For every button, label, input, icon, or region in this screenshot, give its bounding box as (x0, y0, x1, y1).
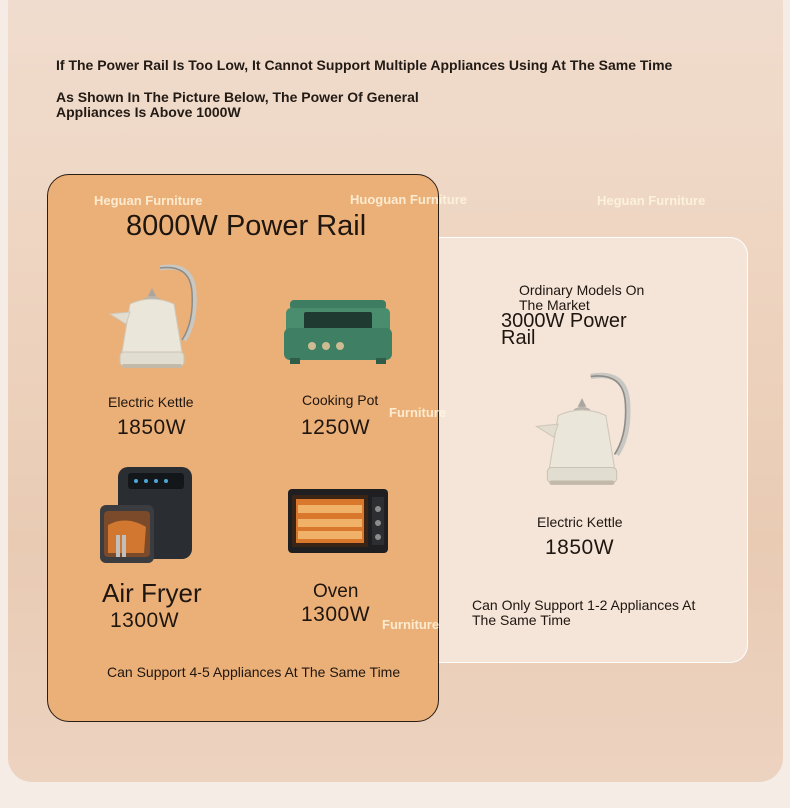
kettle-watts-left: 1850W (117, 416, 187, 439)
air-fryer-watts: 1300W (110, 609, 180, 632)
kettle-label-left: Electric Kettle (108, 394, 194, 410)
oven-image (288, 489, 388, 555)
right-panel-title: 3000W Power Rail (501, 310, 627, 349)
left-panel-title: 8000W Power Rail (126, 210, 367, 242)
oven-label: Oven (313, 581, 359, 602)
intro-text-1: If The Power Rail Is Too Low, It Cannot Support Multiple Appliances Using At The Same Time (56, 57, 673, 73)
electric-kettle-image (104, 262, 200, 382)
watermark: Furniture (389, 405, 447, 420)
right-panel-heading: Ordinary Models On The Market (519, 282, 645, 313)
watermark: Heguan Furniture (94, 193, 203, 208)
cooking-pot-image (282, 298, 394, 368)
oven-watts: 1300W (301, 603, 371, 626)
watermark: Huoguan Furniture (350, 192, 467, 207)
power-rail-8000w-card (47, 174, 439, 722)
air-fryer-image (98, 465, 196, 569)
right-support-text: Can Only Support 1-2 Appliances At The Same Time (472, 597, 696, 628)
kettle-watts-right: 1850W (545, 536, 615, 559)
intro-text-2: As Shown In The Picture Below, The Power Of General Appliances Is Above 1000W (56, 89, 419, 120)
watermark: Heguan Furniture (597, 193, 706, 208)
air-fryer-label: Air Fryer (102, 578, 202, 608)
watermark: Furniture (382, 617, 440, 632)
kettle-label-right: Electric Kettle (537, 514, 623, 530)
left-support-text: Can Support 4-5 Appliances At The Same Time (107, 664, 401, 680)
cooking-pot-watts: 1250W (301, 416, 371, 439)
electric-kettle-image-right (528, 370, 636, 500)
cooking-pot-label: Cooking Pot (302, 392, 379, 408)
